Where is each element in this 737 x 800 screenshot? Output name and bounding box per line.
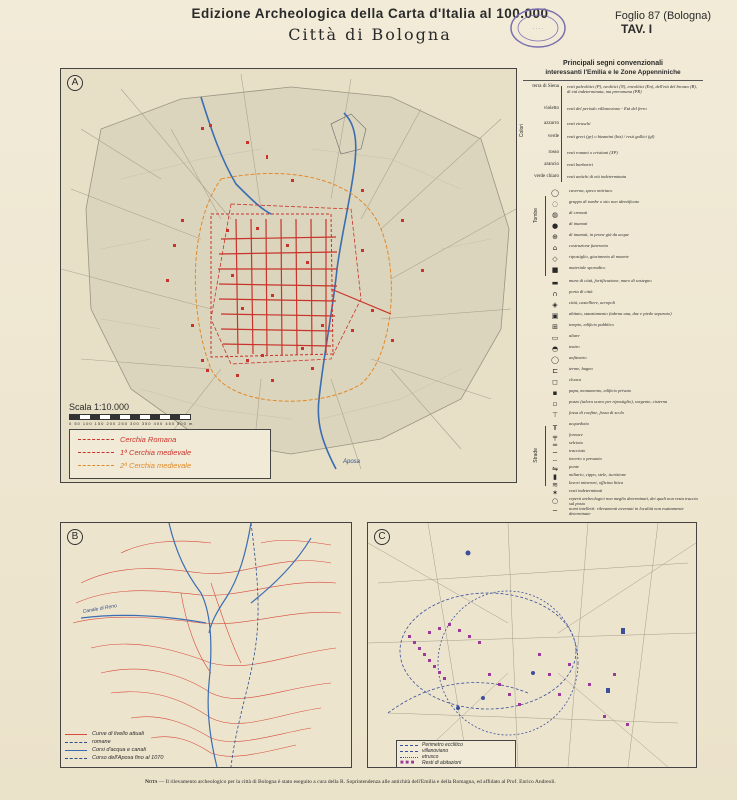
legend-symbol-row <box>523 388 703 399</box>
footnote-label: Nota <box>145 779 158 785</box>
legend-symbol-row <box>523 188 703 199</box>
legend-symbol-row <box>523 377 703 388</box>
scale-label: Scala 1:10.000 <box>69 402 130 412</box>
color-name: azzurro <box>544 121 559 126</box>
color-name: arancio <box>544 162 559 167</box>
roman-wall-swatch <box>78 439 114 440</box>
symbol-desc: resti indeterminati <box>569 488 603 493</box>
temple-icon: ⊞ <box>552 323 558 331</box>
legend-row-roman-wall <box>70 433 270 445</box>
sewer-icon: ◻ <box>552 378 558 386</box>
funerary-building-icon: ⌂ <box>552 244 558 252</box>
symbol-desc: terme, bagno <box>569 366 593 371</box>
panel-c-settlement-map <box>367 522 697 768</box>
panel-c-legend <box>396 740 516 768</box>
legend-symbol-row <box>523 254 703 265</box>
page-subtitle: Città di Bologna <box>288 25 452 44</box>
svg-text:· · · ·: · · · · <box>532 26 544 32</box>
plate-number: TAV. I <box>621 22 653 36</box>
submerged-inhumation-icon: ⊕ <box>552 233 558 241</box>
symbol-desc: tempio, edificio pubblico <box>569 322 614 327</box>
color-desc: resti antichi di età indeterminata <box>567 174 627 179</box>
color-name: terra di Siena <box>532 84 559 89</box>
city-gate-icon: ∩ <box>552 290 558 298</box>
color-desc: resti greci (gr) o bizantini (biz) / resti gallici (gl) <box>567 134 655 139</box>
symbol-desc: ponte <box>569 464 579 469</box>
baths-icon: ⊏ <box>552 367 558 375</box>
river-label-aposa: Aposa <box>343 459 361 465</box>
panel-b-contour-map <box>60 522 352 768</box>
legend-symbol-row <box>523 355 703 366</box>
sporadic-material-icon: ■ <box>551 266 559 274</box>
watercourses-swatch <box>65 750 87 751</box>
legend-symbol-row <box>523 221 703 232</box>
symbol-desc: pozzo (talora scavo per ripostiglio), sorgente, cisterna <box>569 399 668 404</box>
mine-icon: ≋ <box>552 481 558 489</box>
legend-symbol-row <box>523 506 703 517</box>
aqueduct-icon: ╥ <box>552 422 558 430</box>
current-contours-swatch <box>65 734 87 735</box>
symbol-desc: ripostiglio, giacimento di monete <box>569 254 629 259</box>
symbol-desc: di inumati, in prone già da acque <box>569 232 629 237</box>
bridge-icon: ⇋ <box>552 465 558 473</box>
legend-symbol-row <box>523 333 703 344</box>
first-medieval-wall-label: 1ª Cerchia medievale <box>120 447 192 457</box>
villanovan-label: villanoviano <box>422 748 449 754</box>
sheet-number: Foglio 87 (Bologna) <box>615 10 712 22</box>
symbol-desc: fossa di confine, fossa di scolo <box>569 410 624 415</box>
dwellings-label: Resti di abitazioni <box>422 760 462 766</box>
second-medieval-wall-label: 2ª Cerchia medievale <box>120 460 192 470</box>
paved-road-icon: ═ <box>552 441 558 449</box>
legend-row-watercourses <box>65 746 190 754</box>
aposa-course-label: Corso dell'Aposa fino al 1070 <box>92 755 164 761</box>
legend-symbol-row <box>523 300 703 311</box>
color-desc: resti etruschi <box>567 121 591 126</box>
legend-colors-section <box>519 84 703 186</box>
color-name: violetto <box>543 106 559 111</box>
symbol-desc: papa, monumento, edificio privato <box>569 388 632 393</box>
cremation-icon: ◍ <box>551 211 559 219</box>
colors-brace <box>561 86 562 182</box>
panel-a-legend <box>69 429 271 479</box>
symbol-desc: costruzione funeraria <box>569 243 608 248</box>
legend-symbol-row <box>523 232 703 243</box>
panel-a-label: A <box>67 75 83 91</box>
symbol-desc: miliario, cippo, stele, iscrizione <box>569 472 626 477</box>
settlement-icon: ▣ <box>551 312 559 320</box>
legend-row-aposa-course <box>65 754 190 762</box>
legend-subtitle: interessanti l'Emilia e le Zone Appenniniche <box>545 69 681 76</box>
legend-row-roman-contours <box>65 738 190 746</box>
panel-c-label: C <box>374 529 390 545</box>
symbol-desc: lavori minerari, officina litica <box>569 480 623 485</box>
legend-symbol-row <box>523 421 703 432</box>
settlement-map-drawing <box>368 523 696 767</box>
cave-icon: ◯ <box>551 189 559 197</box>
legend-symbol-row <box>523 410 703 421</box>
perimeter-swatch <box>400 745 418 746</box>
road-trace-icon: ─ <box>552 449 558 457</box>
perimeter-label: Perimetro ecclitico <box>422 742 463 748</box>
library-stamp <box>509 7 567 49</box>
symbol-desc: fornace <box>569 432 583 437</box>
scale-bar <box>69 402 193 426</box>
kiln-icon: ╤ <box>552 433 558 441</box>
legend-symbol-row <box>523 311 703 322</box>
scale-graphic <box>69 414 191 420</box>
colors-section-label: Colori <box>519 124 525 138</box>
well-icon: ▫ <box>552 400 558 408</box>
legend-symbol-row <box>523 265 703 276</box>
symbol-desc: acquedotto <box>569 421 589 426</box>
color-name: verde <box>547 134 559 139</box>
legend-row-current-contours <box>65 730 190 738</box>
dwellings-swatch: ■ ■ ■ <box>400 760 415 766</box>
legend-symbol-row <box>523 289 703 300</box>
roman-wall-label: Cerchia Romana <box>120 434 177 444</box>
acropolis-icon: ◈ <box>552 301 558 309</box>
tomb-group-icon: ◌ <box>551 200 559 208</box>
sheet-reference <box>615 10 711 36</box>
symbol-desc: mura di città, fortificazione, muro di sostegno <box>569 278 652 283</box>
roads-section-label: Strade <box>533 448 539 463</box>
scale-ticks: 0 50 100 150 200 250 300 350 400 450 500 m <box>69 421 194 426</box>
legend-symbol-row <box>523 278 703 289</box>
panel-b-legend <box>65 730 190 762</box>
page-title: Edizione Archeologica della Carta d'Italia al 100.000 <box>191 6 549 21</box>
lost-finds-icon: ○ <box>551 497 559 505</box>
panel-a-bologna-city-map <box>60 68 517 483</box>
symbol-desc: caverna, speco mitriaco <box>569 188 613 193</box>
first-medieval-wall-swatch <box>78 452 114 453</box>
symbol-desc: materiale sporadico <box>569 265 606 270</box>
legend-row-second-medieval-wall <box>70 459 270 471</box>
symbol-desc: selciato <box>569 440 583 445</box>
etruscan-label: etrusco <box>422 754 439 760</box>
second-medieval-wall-swatch <box>78 465 114 466</box>
symbol-desc: nomi intelletti: rilevamenti avvenuti in località non esattamente determinate <box>569 506 684 516</box>
footnote <box>145 779 705 785</box>
panel-b-label: B <box>67 529 83 545</box>
symbol-desc: porta di città <box>569 289 593 294</box>
legend-symbol-row <box>523 243 703 254</box>
symbol-desc: tracciato <box>569 448 586 453</box>
symbol-desc: città, castelliere, acropoli <box>569 300 616 305</box>
tombs-section-label: Tombe <box>533 208 539 224</box>
symbol-desc: di inumati <box>569 221 588 226</box>
legend-symbols-section <box>523 186 703 516</box>
symbol-desc: altare <box>569 333 580 338</box>
legend-symbol-row <box>523 322 703 333</box>
undetermined-remains-icon: ✶ <box>552 489 558 497</box>
color-desc: resti del periodo villanoviano - Età del ferro <box>567 106 647 111</box>
symbol-desc: anfiteatro <box>569 355 587 360</box>
symbol-desc: cloaca <box>569 377 581 382</box>
inhumation-icon: ● <box>551 222 559 230</box>
current-contours-label: Curve di livello attuali <box>92 731 144 737</box>
aposa-course-swatch <box>65 758 87 759</box>
symbol-desc: abitato, stanziamento (tabrna una, due e piedo separato) <box>569 311 672 316</box>
roman-contours-swatch <box>65 742 87 743</box>
private-building-icon: ▪ <box>552 389 558 397</box>
color-desc: resti barbarici <box>567 162 593 167</box>
legend-symbol-row <box>523 399 703 410</box>
symbol-desc: reperti archeologici non meglio determinati, dei quali non resta traccia sul posto <box>569 496 698 506</box>
city-wall-icon: ▬ <box>551 279 559 287</box>
legend-symbol-row <box>523 344 703 355</box>
symbol-desc: teatro <box>569 344 580 349</box>
symbol-desc: incerto o presunto <box>569 456 602 461</box>
coin-hoard-icon: ◇ <box>552 255 558 263</box>
amphitheatre-icon: ◯ <box>551 356 559 364</box>
symbol-desc: gruppo di tombe o sito non identificato <box>569 199 640 204</box>
legend-title: Principali segni convenzionali <box>563 60 663 67</box>
watercourses-label: Corsi d'acqua e canali <box>92 747 146 753</box>
legend-symbol-row <box>523 199 703 210</box>
roman-contours-label: romane <box>92 739 111 745</box>
uncertain-road-icon: ┄ <box>552 457 558 465</box>
altar-icon: ▭ <box>551 334 559 342</box>
color-name: verde chiaro <box>534 174 559 179</box>
color-desc: resti paleolitici (P), neolitici (N), eneolitici (En), dell'età del bronzo (B), di età indeterminata, ma preromana (PR) <box>567 84 697 94</box>
canal-label: Canale di Reno <box>82 603 118 615</box>
symbol-desc: di cremati <box>569 210 588 215</box>
footnote-text: — Il rilevamento archeologico per la città di Bologna è stato eseguito a cura della R. Soprintendenza alle antichità dell'Emilia e della Romagna, ed affidato al Prof. Enrico Andreoli. <box>158 779 556 785</box>
villanovan-swatch <box>400 751 418 752</box>
ditch-icon: ⊤ <box>551 411 559 419</box>
milestone-icon: ▮ <box>553 473 557 481</box>
theatre-icon: ◓ <box>551 345 559 353</box>
etruscan-swatch <box>400 757 418 758</box>
legend-row-first-medieval-wall <box>70 446 270 458</box>
color-desc: resti romani o cristiani (XP) <box>567 150 618 155</box>
color-name: rosso <box>548 150 559 155</box>
conventional-signs-legend <box>519 59 703 516</box>
legend-divider <box>523 80 703 81</box>
unlocated-finds-icon: ─ <box>552 507 558 515</box>
legend-symbol-row <box>523 366 703 377</box>
legend-row-dwellings <box>400 760 512 766</box>
